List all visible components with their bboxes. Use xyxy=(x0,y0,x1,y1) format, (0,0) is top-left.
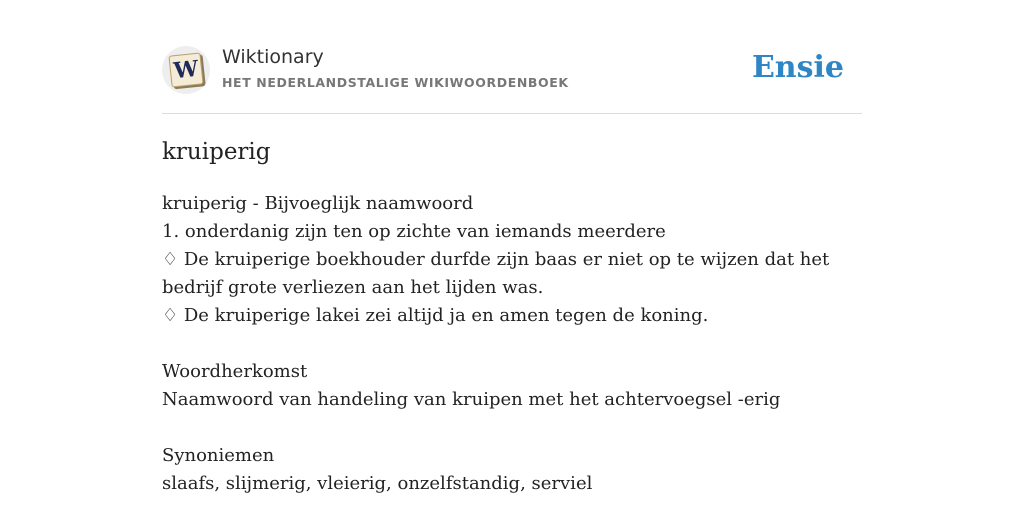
synonyms-heading: Synoniemen xyxy=(162,445,275,466)
part-of-speech-line: kruiperig - Bijvoeglijk naamwoord xyxy=(162,193,474,214)
logo-tile-icon: W xyxy=(168,52,203,87)
definition-line: 1. onderdanig zijn ten op zichte van iemands meerdere xyxy=(162,221,666,242)
example-sentence: ♢ De kruiperige boekhouder durfde zijn baas er niet op te wijzen dat het bedrijf grote verliezen aan het lijden was. xyxy=(162,249,830,298)
section-spacer xyxy=(162,330,862,358)
wiktionary-logo[interactable] xyxy=(162,46,210,94)
site-header xyxy=(162,44,862,114)
entry-content xyxy=(162,136,862,498)
etymology-heading: Woordherkomst xyxy=(162,361,308,382)
synonyms-text: slaafs, slijmerig, vleierig, onzelfstandig, serviel xyxy=(162,473,593,494)
example-sentence: ♢ De kruiperige lakei zei altijd ja en amen tegen de koning. xyxy=(162,305,709,326)
etymology-text: Naamwoord van handeling van kruipen met het achtervoegsel -erig xyxy=(162,389,781,410)
section-spacer xyxy=(162,414,862,442)
site-title[interactable]: Wiktionary xyxy=(222,46,324,68)
site-subtitle: HET NEDERLANDSTALIGE WIKIWOORDENBOEK xyxy=(222,75,569,90)
entry-headword: kruiperig xyxy=(162,139,271,165)
ensie-brand-logo[interactable]: Ensie xyxy=(751,50,844,85)
